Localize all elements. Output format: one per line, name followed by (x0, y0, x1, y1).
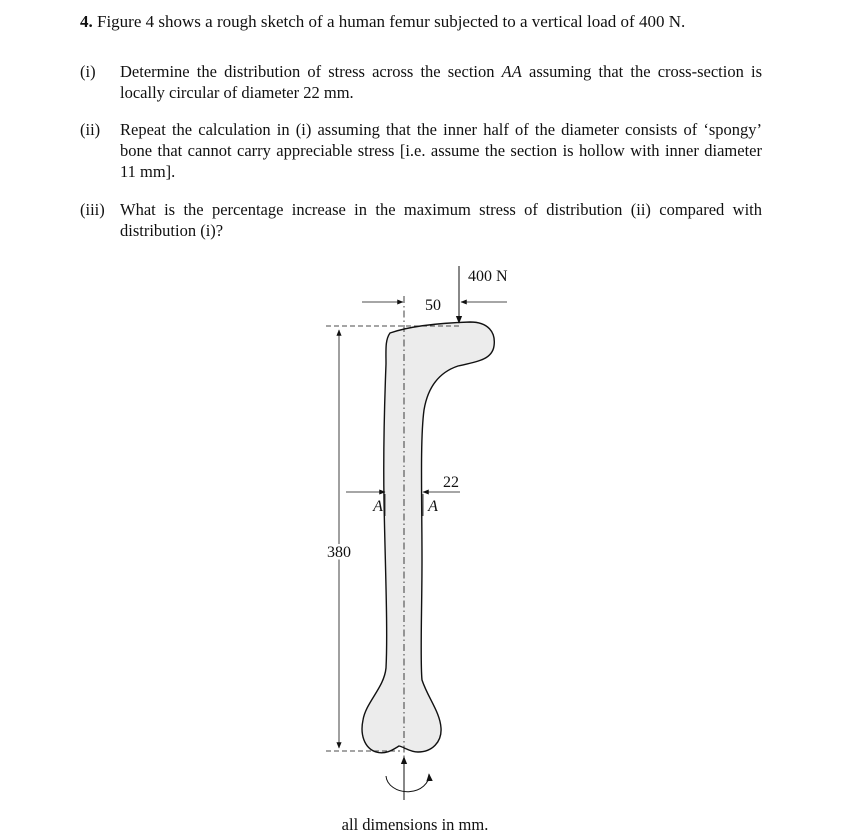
part-label: (iii) (80, 200, 105, 219)
part-text: Repeat the calculation in (i) assuming that the inner half of the diameter consists of ‘spongy’ bone that cannot carry appreciable stress [i.e. assume the section is hollow with inner diameter 11 mm]. (120, 120, 762, 181)
section-label-right: A (428, 498, 438, 515)
section-width-label: 22 (443, 474, 459, 491)
question-number: 4. (80, 12, 93, 31)
part-label: (ii) (80, 120, 101, 139)
part-text: What is the percentage increase in the maximum stress of distribution (ii) compared with distribution (i)? (120, 200, 762, 240)
load-label: 400 N (468, 268, 508, 285)
reaction-moment-arrow (386, 774, 429, 792)
offset-label: 50 (425, 297, 441, 314)
section-name: AA (501, 62, 522, 81)
height-dimension-label: 380 (327, 544, 351, 561)
femur-outline (362, 322, 494, 753)
part-text-before: Determine the distribution of stress across the section (120, 62, 502, 81)
section-label-left: A (373, 498, 383, 515)
question-text: Figure 4 shows a rough sketch of a human femur subjected to a vertical load of 400 N. (97, 12, 686, 31)
part-text-after: assuming that the cross-section is locally circular of diameter 22 mm. (120, 62, 762, 102)
figure-caption: all dimensions in mm. (341, 815, 489, 833)
part-label: (i) (80, 62, 96, 81)
